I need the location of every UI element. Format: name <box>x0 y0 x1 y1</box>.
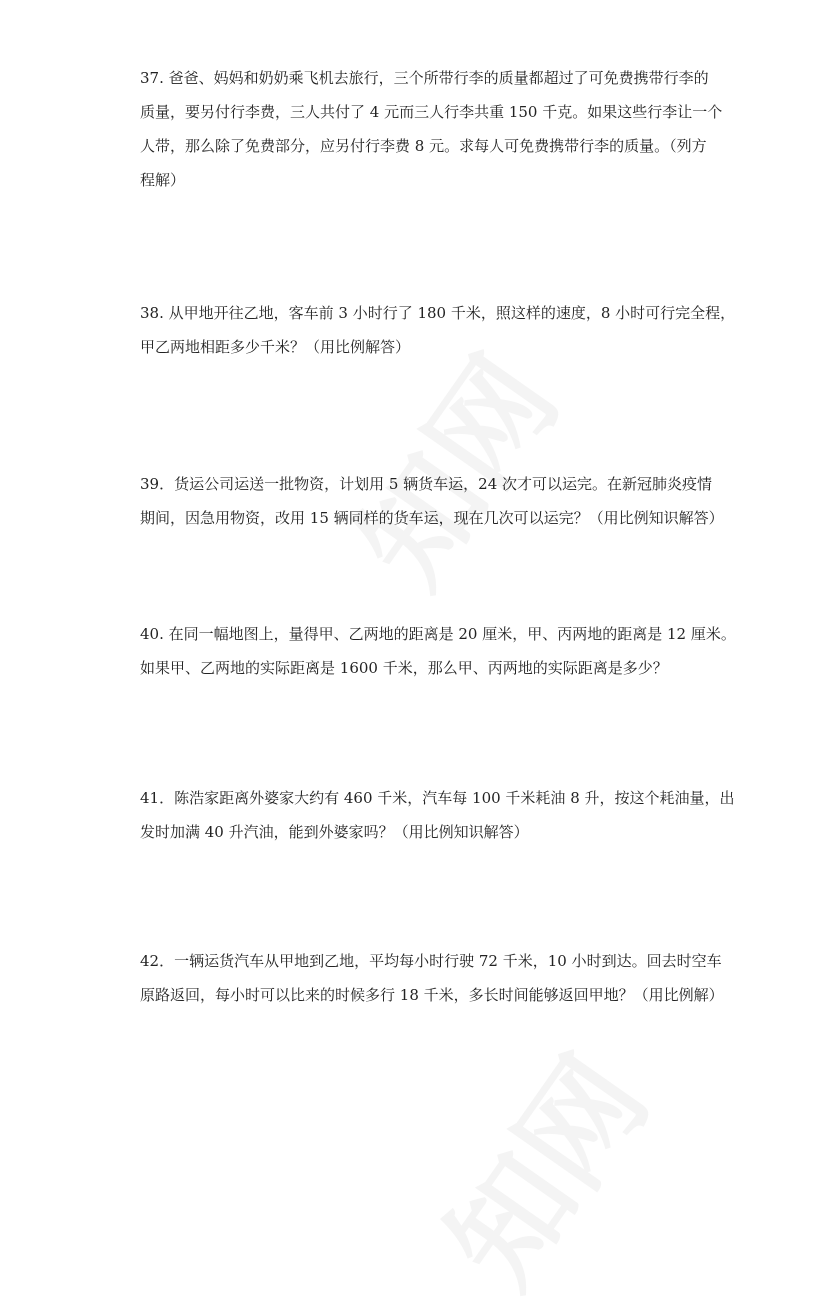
question-41 <box>140 781 735 849</box>
question-40 <box>140 617 736 685</box>
question-37 <box>140 61 723 197</box>
text-line: 发时加满 40 升汽油，能到外婆家吗？（用比例知识解答） <box>140 823 529 841</box>
text-line: 38. 从甲地开往乙地，客车前 3 小时行了 180 千米，照这样的速度，8 小时可行完全程， <box>140 304 736 322</box>
question-38 <box>140 296 736 364</box>
text-line: 41．陈浩家距离外婆家大约有 460 千米，汽车每 100 千米耗油 8 升，按这个耗油量，出 <box>140 789 735 807</box>
question-39 <box>140 467 724 535</box>
text-line: 39．货运公司运送一批物资，计划用 5 辆货车运，24 次才可以运完。在新冠肺炎疫情 <box>140 475 713 493</box>
text-line: 期间，因急用物资，改用 15 辆同样的货车运，现在几次可以运完？（用比例知识解答） <box>140 509 724 527</box>
text-line: 40. 在同一幅地图上，量得甲、乙两地的距离是 20 厘米，甲、丙两地的距离是 12 厘米。 <box>140 625 736 643</box>
text-line: 程解） <box>140 171 186 189</box>
text-line: 如果甲、乙两地的实际距离是 1600 千米，那么甲、丙两地的实际距离是多少？ <box>140 659 668 677</box>
question-42 <box>140 944 724 1012</box>
text-line: 37. 爸爸、妈妈和奶奶乘飞机去旅行，三个所带行李的质量都超过了可免费携带行李的 <box>140 69 709 87</box>
watermark <box>401 1018 680 1313</box>
text-line: 原路返回，每小时可以比来的时候多行 18 千米，多长时间能够返回甲地？（用比例解） <box>140 986 724 1004</box>
text-line: 人带，那么除了免费部分，应另付行李费 8 元。求每人可免费携带行李的质量。（列方 <box>140 137 707 155</box>
text-line: 42．一辆运货汽车从甲地到乙地，平均每小时行驶 72 千米，10 小时到达。回去时空车 <box>140 952 722 970</box>
text-line: 甲乙两地相距多少千米？（用比例解答） <box>140 338 411 356</box>
text-line: 质量，要另付行李费，三人共付了 4 元而三人行李共重 150 千克。如果这些行李让一个 <box>140 103 723 121</box>
